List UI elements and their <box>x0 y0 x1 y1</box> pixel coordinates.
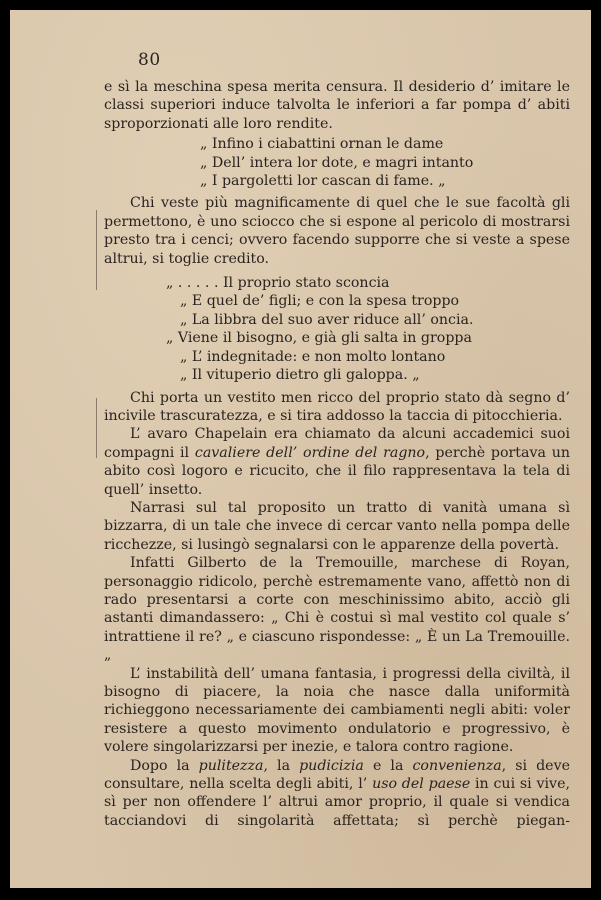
italic-phrase: cavaliere dell’ ordine del ragno <box>194 444 426 461</box>
verse-line: „ Il vituperio dietro gli galoppa. „ <box>180 367 420 384</box>
margin-mark <box>96 398 97 458</box>
paragraph: L’ instabilità dell’ umana fantasia, i progressi della civiltà, il bisogno di piacere, la noia che nasce dalla uniformità richieggono necessariamente dei cambiamenti negli abiti: voler resistere a questo movimento ondulatorio e progressivo, è volere singolarizzarsi per inezie, e talora contro ragione. <box>104 665 570 756</box>
paragraph: Infatti Gilberto de la Tremouille, marchese di Royan, personaggio ridicolo, perchè estremamente vano, affettò non di rado presentarsi a corte con meschinissimo abito, acciò gli astanti dimandassero: „ Chi è costui sì mal vestito col quale s’ intrattiene il re? „ e ciascuno rispondesse: „ È un La Tremouille. „ <box>104 555 570 664</box>
italic-word: pulitezza <box>198 757 264 774</box>
verse-line: „ L’ indegnitade: e non molto lontano <box>180 348 446 365</box>
paragraph: Chi veste più magnificamente di quel che le sue facoltà gli permettono, è uno sciocco che si espone al pericolo di mostrarsi presto tra i cenci; ovvero facendo supporre che si veste a spese altrui, si toglie credito. <box>104 195 570 267</box>
body-text <box>104 78 570 830</box>
verse-line: „ I pargoletti lor cascan di fame. „ <box>200 173 446 190</box>
italic-phrase: uso del paese <box>372 776 471 793</box>
verse-line: „ Infino i ciabattini ornan le dame <box>200 136 444 153</box>
verse-line: „ Dell’ intera lor dote, e magri intanto <box>200 154 474 171</box>
paragraph: Narrasi sul tal proposito un tratto di vanità umana sì bizzarra, di un tale che invece di cercar vanto nella pompa delle ricchezze, si lusingò segnalarsi con le apparenze della povertà. <box>104 499 570 553</box>
italic-word: pudicizia <box>299 757 364 774</box>
page-number: 80 <box>138 50 161 70</box>
margin-mark <box>96 210 97 290</box>
paragraph: e sì la meschina spesa merita censura. Il desiderio d’ imitare le classi superiori induce talvolta le inferiori a far pompa d’ abiti sproporzionati alle loro rendite. <box>104 79 570 132</box>
book-page <box>10 10 591 888</box>
verse-line: „ Viene il bisogno, e già gli salta in groppa <box>166 330 472 347</box>
paragraph: Dopo la pulitezza, la pudicizia e la convenienza, si deve consultare, nella scelta degli abiti, l’ uso del paese in cui si vive, sì per non offendere l’ altrui amor proprio, il quale si vendica tacciandovi di singolarità affettata; sì perchè piegan- <box>104 757 570 829</box>
verse-quote <box>104 274 570 384</box>
paragraph: Chi porta un vestito men ricco del proprio stato dà segno d’ incivile trascuratezza, e si tira addosso la taccia di pitocchieria. <box>104 389 570 424</box>
paragraph: L’ avaro Chapelain era chiamato da alcuni accademici suoi compagni il cavaliere dell’ ordine del ragno, perchè portava un abito così logoro e ricucito, che il filo rappresentava la tela di quell’ insetto. <box>104 426 570 498</box>
verse-line: „ E quel de’ figli; e con la spesa troppo <box>180 293 460 310</box>
verse-line: „ . . . . . Il proprio stato sconcia <box>166 275 390 292</box>
verse-quote <box>104 135 570 190</box>
verse-line: „ La libbra del suo aver riduce all’ oncia. <box>180 311 474 328</box>
italic-word: convenienza <box>412 757 502 774</box>
